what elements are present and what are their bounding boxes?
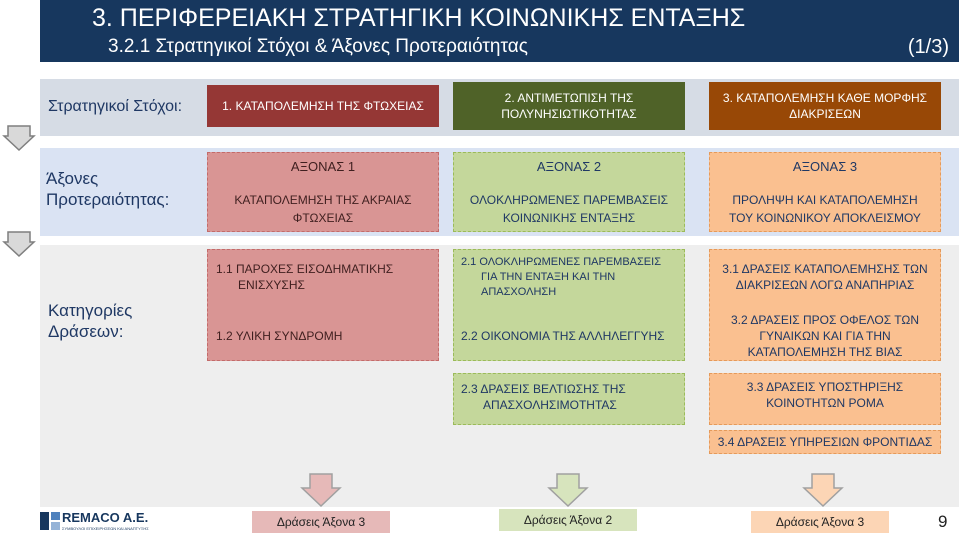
legend-axis-3-left: [252, 511, 390, 533]
axis-3-heading: ΑΞΟΝΑΣ 3: [792, 159, 858, 175]
legend-axis-2-text: Δράσεις Άξονα 2: [523, 513, 613, 527]
priority-axes-label-line1: Άξονες: [46, 169, 99, 188]
action-categories-label-line1: Κατηγορίες: [48, 301, 133, 320]
axis-2-heading: ΑΞΟΝΑΣ 2: [536, 159, 602, 175]
action-categories-label: [48, 300, 132, 343]
action-1-1-line1: 1.1 ΠΑΡΟΧΕΣ ΕΙΣΟΔΗΜΑΤΙΚΗΣ: [216, 262, 394, 276]
chevron-down-icon: [2, 230, 36, 258]
axis-2-box: [453, 152, 685, 232]
arrow-down-icon: [802, 472, 844, 508]
goal-3-box: [709, 82, 941, 130]
action-3-3: [709, 379, 941, 411]
legend-axis-3-right-text: Δράσεις Άξονα 3: [775, 515, 865, 529]
slide-title: 3. ΠΕΡΙΦΕΡΕΙΑΚΗ ΣΤΡΑΤΗΓΙΚΗ ΚΟΙΝΩΝΙΚΗΣ ΕΝΤΑΞΗΣ: [92, 4, 746, 32]
action-3-1-line1: 3.1 ΔΡΑΣΕΙΣ ΚΑΤΑΠΟΛΕΜΗΣΗΣ ΤΩΝ: [722, 262, 928, 276]
action-3-3-line2: ΚΟΙΝΟΤΗΤΩΝ ΡΟΜΑ: [766, 396, 884, 411]
axis-1-heading: ΑΞΟΝΑΣ 1: [290, 159, 356, 175]
axis-3-line2: ΤΟΥ ΚΟΙΝΩΝΙΚΟΥ ΑΠΟΚΛΕΙΣΜΟΥ: [729, 210, 921, 225]
action-3-4: [709, 434, 941, 450]
legend-axis-3-right: [751, 511, 889, 533]
company-logo: [40, 509, 170, 533]
axis-3-line1: ΠΡΟΛΗΨΗ ΚΑΙ ΚΑΤΑΠΟΛΕΜΗΣΗ: [732, 192, 918, 207]
arrow-down-icon: [547, 472, 589, 508]
action-2-3: [461, 381, 626, 413]
action-1-1: [216, 261, 393, 293]
logo-mark-icon: [40, 512, 60, 530]
action-3-1: [709, 261, 941, 293]
action-2-1-line1: 2.1 ΟΛΟΚΛΗΡΩΜΕΝΕΣ ΠΑΡΕΜΒΑΣΕΙΣ: [461, 256, 661, 268]
action-2-1: [461, 255, 661, 300]
goal-2-box: [453, 82, 685, 130]
action-2-1-line2: ΓΙΑ ΤΗΝ ΕΝΤΑΞΗ ΚΑΙ ΤΗΝ: [481, 270, 616, 283]
priority-axes-label: [46, 168, 169, 211]
axis-1-line2: ΦΤΩΧΕΙΑΣ: [292, 210, 354, 225]
legend-axis-2: [499, 509, 637, 531]
page-number: 9: [938, 512, 948, 531]
logo-subtext: ΣΥΜΒΟΥΛΟΙ ΕΠΙΧΕΙΡΗΣΕΩΝ ΚΑΙ ΑΝΑΠΤΥΞΗΣ: [62, 526, 149, 531]
logo-text: REMACO A.E.: [62, 510, 149, 525]
goal-3-line1: 3. ΚΑΤΑΠΟΛΕΜΗΣΗ ΚΑΘΕ ΜΟΡΦΗΣ: [722, 90, 928, 105]
action-3-2-line3: ΚΑΤΑΠΟΛΕΜΗΣΗ ΤΗΣ ΒΙΑΣ: [747, 345, 903, 360]
action-2-2: [461, 328, 665, 344]
slide-subtitle: 3.2.1 Στρατηγικοί Στόχοι & Άξονες Προτεραιότητας: [108, 36, 528, 57]
goal-1-text: 1. ΚΑΤΑΠΟΛΕΜΗΣΗ ΤΗΣ ΦΤΩΧΕΙΑΣ: [222, 98, 424, 113]
action-2-3-line2: ΑΠΑΣΧΟΛΗΣΙΜΟΤΗΤΑΣ: [483, 398, 617, 413]
axis-2-line2: ΚΟΙΝΩΝΙΚΗΣ ΕΝΤΑΞΗΣ: [502, 210, 636, 225]
action-3-2-line2: ΓΥΝΑΙΚΩΝ ΚΑΙ ΓΙΑ ΤΗΝ: [759, 329, 891, 344]
action-categories-label-line2: Δράσεων:: [48, 322, 124, 342]
action-1-2-text: 1.2 ΥΛΙΚΗ ΣΥΝΔΡΟΜΗ: [216, 329, 343, 343]
axis-2-line1: ΟΛΟΚΛΗΡΩΜΕΝΕΣ ΠΑΡΕΜΒΑΣΕΙΣ: [469, 192, 669, 207]
action-3-4-text: 3.4 ΔΡΑΣΕΙΣ ΥΠΗΡΕΣΙΩΝ ΦΡΟΝΤΙΔΑΣ: [717, 435, 933, 449]
action-1-2: [216, 328, 342, 344]
axis-3-box: [709, 152, 941, 232]
axis-1-line1: ΚΑΤΑΠΟΛΕΜΗΣΗ ΤΗΣ ΑΚΡΑΙΑΣ: [234, 192, 412, 207]
chevron-down-icon: [2, 124, 36, 152]
axis-1-box: [207, 152, 439, 232]
action-2-2-text: 2.2 ΟΙΚΟΝΟΜΙΑ ΤΗΣ ΑΛΛΗΛΕΓΓΥΗΣ: [461, 329, 665, 343]
arrow-down-icon: [300, 472, 342, 508]
action-3-2: [709, 312, 941, 361]
goal-1-box: [207, 85, 439, 127]
goal-3-line2: ΔΙΑΚΡΙΣΕΩΝ: [789, 107, 861, 121]
slide-page-indicator: (1/3): [907, 36, 949, 58]
action-2-3-line1: 2.3 ΔΡΑΣΕΙΣ ΒΕΛΤΙΩΣΗΣ ΤΗΣ: [461, 382, 626, 396]
action-2-1-line3: ΑΠΑΣΧΟΛΗΣΗ: [481, 285, 557, 298]
goal-2-line1: 2. ΑΝΤΙΜΕΤΩΠΙΣΗ ΤΗΣ: [504, 90, 634, 105]
header-bar: [40, 0, 959, 62]
strategic-goals-label: Στρατηγικοί Στόχοι:: [48, 98, 183, 115]
priority-axes-label-line2: Προτεραιότητας:: [46, 190, 170, 210]
action-3-2-line1: 3.2 ΔΡΑΣΕΙΣ ΠΡΟΣ ΟΦΕΛΟΣ ΤΩΝ: [730, 313, 920, 327]
goal-2-line2: ΠΟΛΥΝΗΣΙΩΤΙΚΟΤΗΤΑΣ: [501, 107, 637, 121]
action-1-1-line2: ΕΝΙΣΧΥΣΗΣ: [238, 278, 305, 293]
action-3-1-line2: ΔΙΑΚΡΙΣΕΩΝ ΛΟΓΩ ΑΝΑΠΗΡΙΑΣ: [735, 278, 915, 293]
legend-axis-3-left-text: Δράσεις Άξονα 3: [276, 515, 366, 529]
action-3-3-line1: 3.3 ΔΡΑΣΕΙΣ ΥΠΟΣΤΗΡΙΞΗΣ: [746, 380, 904, 394]
